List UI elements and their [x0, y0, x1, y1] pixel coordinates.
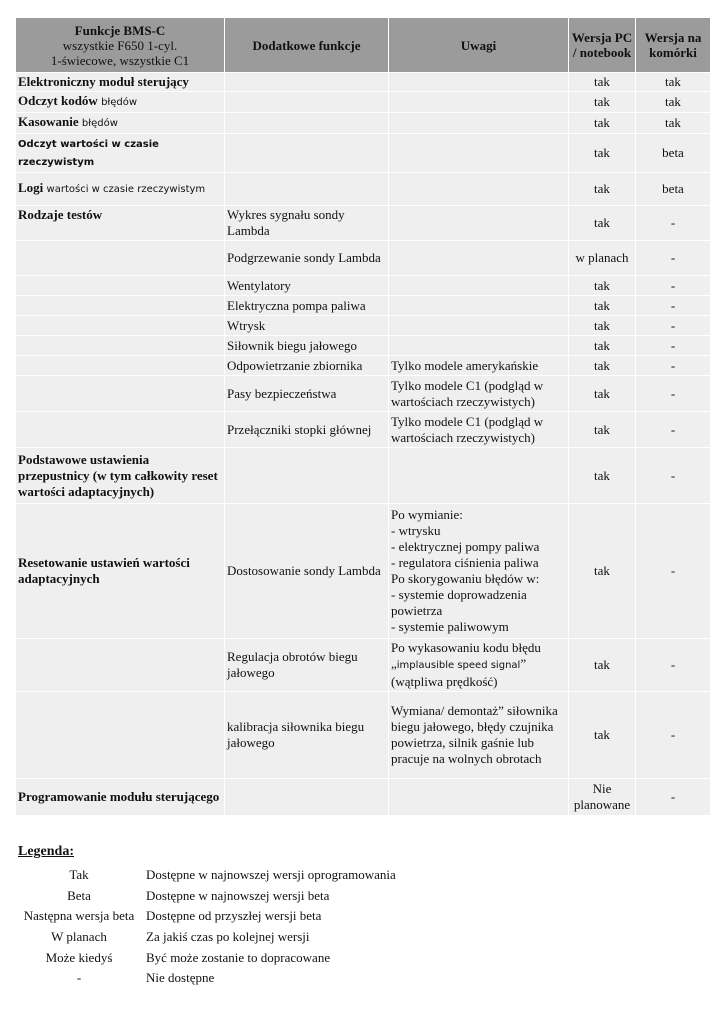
notes-cell: Tylko modele C1 (podgląd w wartościach rzeczywistych)	[389, 376, 568, 411]
legend-row	[14, 865, 396, 886]
function-cell: Elektroniczny moduł sterujący	[16, 73, 224, 91]
notes-cell	[389, 336, 568, 355]
legend-row	[14, 906, 396, 927]
notes-cell	[389, 241, 568, 275]
legend-row	[14, 886, 396, 907]
function-cell: Programowanie modułu sterującego	[16, 779, 224, 815]
pc-cell: tak	[569, 448, 635, 503]
legend-key: Beta	[67, 887, 91, 903]
table-row	[16, 639, 710, 691]
legend-key: W planach	[51, 929, 107, 945]
mobile-cell: -	[636, 504, 710, 638]
function-cell	[16, 113, 224, 133]
pc-cell: Nie planowane	[569, 779, 635, 815]
notes-cell	[389, 206, 568, 240]
notes-cell: Tylko modele C1 (podgląd w wartościach rzeczywistych)	[389, 412, 568, 447]
header-functions-sub1: wszystkie F650 1-cyl.	[62, 37, 178, 53]
header-functions	[16, 18, 224, 72]
function-cell: Podstawowe ustawienia przepustnicy (w tym całkowity reset wartości adaptacyjnych)	[16, 448, 224, 503]
extra-cell: kalibracja siłownika biegu jałowego	[225, 692, 388, 778]
mobile-cell: -	[636, 241, 710, 275]
pc-cell: tak	[569, 356, 635, 375]
mobile-cell: tak	[636, 73, 710, 91]
mobile-cell: -	[636, 356, 710, 375]
table-row	[16, 276, 710, 295]
extra-cell: Wentylatory	[225, 276, 388, 295]
legend-row	[14, 968, 396, 989]
notes-cell	[389, 779, 568, 815]
extra-cell: Pasy bezpieczeństwa	[225, 376, 388, 411]
bms-features-table	[15, 17, 711, 816]
pc-cell: tak	[569, 504, 635, 638]
function-cell	[16, 356, 224, 375]
function-cell: Resetowanie ustawień wartości adaptacyjnych	[16, 504, 224, 638]
notes-cell	[389, 316, 568, 335]
legend-key: -	[76, 970, 82, 986]
legend-table	[14, 865, 396, 989]
table-row	[16, 113, 710, 133]
legend-row	[14, 947, 396, 968]
mobile-cell: tak	[636, 92, 710, 112]
table-row	[16, 336, 710, 355]
extra-cell: Dostosowanie sondy Lambda	[225, 504, 388, 638]
function-text-alt: błędów	[101, 97, 138, 108]
extra-cell: Wtrysk	[225, 316, 388, 335]
pc-cell: tak	[569, 316, 635, 335]
header-notes: Uwagi	[389, 18, 568, 72]
mobile-cell: -	[636, 206, 710, 240]
pc-cell: tak	[569, 206, 635, 240]
function-text: Logi	[18, 180, 47, 195]
table-row	[16, 504, 710, 638]
table-row	[16, 173, 710, 205]
table-row	[16, 92, 710, 112]
mobile-cell: -	[636, 336, 710, 355]
pc-cell: tak	[569, 134, 635, 172]
function-cell	[16, 692, 224, 778]
pc-cell: tak	[569, 412, 635, 447]
mobile-cell: beta	[636, 173, 710, 205]
mobile-cell: -	[636, 692, 710, 778]
pc-cell: tak	[569, 73, 635, 91]
header-functions-title: Funkcje BMS-C	[74, 22, 166, 38]
table-row	[16, 241, 710, 275]
extra-cell: Przełączniki stopki głównej	[225, 412, 388, 447]
pc-cell: tak	[569, 376, 635, 411]
legend-desc: Za jakiś czas po kolejnej wersji	[146, 929, 310, 945]
extra-cell	[225, 73, 388, 91]
extra-cell	[225, 113, 388, 133]
notes-cell: Po wymianie: - wtrysku - elektrycznej pompy paliwa - regulatora ciśnienia paliwa Po skorygowaniu błędów w: - systemie doprowadzenia powietrza - systemie paliwowym	[389, 504, 568, 638]
function-cell	[16, 336, 224, 355]
pc-cell: tak	[569, 692, 635, 778]
function-cell	[16, 639, 224, 691]
pc-cell: w planach	[569, 241, 635, 275]
table-row	[16, 448, 710, 503]
function-cell	[16, 276, 224, 295]
function-text: Odczyt wartości w czasie rzeczywistym	[18, 139, 159, 168]
mobile-cell: tak	[636, 113, 710, 133]
pc-cell: tak	[569, 276, 635, 295]
legend-desc: Dostępne w najnowszej wersji oprogramowania	[146, 867, 396, 883]
legend-title: Legenda:	[18, 844, 74, 859]
header-mobile-version: Wersja na komórki	[636, 18, 710, 72]
notes-cell	[389, 639, 568, 691]
mobile-cell: -	[636, 316, 710, 335]
notes-text-alt: implausible speed signal	[396, 660, 521, 671]
legend-desc: Być może zostanie to dopracowane	[146, 949, 331, 965]
function-cell: Rodzaje testów	[16, 206, 224, 240]
extra-cell: Siłownik biegu jałowego	[225, 336, 388, 355]
legend-row	[14, 927, 396, 948]
extra-cell	[225, 173, 388, 205]
notes-cell	[389, 448, 568, 503]
header-additional-functions: Dodatkowe funkcje	[225, 18, 388, 72]
header-functions-sub2: 1-świecowe, wszystkie C1	[50, 52, 190, 68]
notes-cell	[389, 92, 568, 112]
extra-cell: Podgrzewanie sondy Lambda	[225, 241, 388, 275]
extra-cell	[225, 92, 388, 112]
extra-cell: Wykres sygnału sondy Lambda	[225, 206, 388, 240]
pc-cell: tak	[569, 296, 635, 315]
pc-cell: tak	[569, 92, 635, 112]
function-cell	[16, 296, 224, 315]
notes-cell	[389, 296, 568, 315]
function-text: Kasowanie	[18, 114, 82, 129]
mobile-cell: -	[636, 448, 710, 503]
extra-cell: Regulacja obrotów biegu jałowego	[225, 639, 388, 691]
notes-cell	[389, 276, 568, 295]
legend-desc: Dostępne w najnowszej wersji beta	[146, 887, 330, 903]
function-cell	[16, 376, 224, 411]
legend-desc: Dostępne od przyszłej wersji beta	[146, 908, 322, 924]
notes-cell: Wymiana/ demontaż” siłownika biegu jałowego, błędy czujnika powietrza, silnik gaśnie lub pracuje na wolnych obrotach	[389, 692, 568, 778]
function-cell	[16, 412, 224, 447]
extra-cell: Elektryczna pompa paliwa	[225, 296, 388, 315]
function-cell	[16, 92, 224, 112]
pc-cell: tak	[569, 113, 635, 133]
table-row	[16, 692, 710, 778]
mobile-cell: -	[636, 779, 710, 815]
mobile-cell: -	[636, 639, 710, 691]
table-row	[16, 316, 710, 335]
mobile-cell: -	[636, 296, 710, 315]
table-row	[16, 296, 710, 315]
notes-text: Po wykasowaniu kodu błędu „	[391, 640, 541, 671]
extra-cell	[225, 448, 388, 503]
function-text: Odczyt kodów	[18, 93, 102, 108]
extra-cell	[225, 779, 388, 815]
function-cell	[16, 241, 224, 275]
notes-text: ” (wątpliwa prędkość)	[391, 656, 527, 689]
notes-cell	[389, 173, 568, 205]
table-row	[16, 779, 710, 815]
pc-cell: tak	[569, 173, 635, 205]
legend-key: Następna wersja beta	[23, 908, 135, 924]
pc-cell: tak	[569, 336, 635, 355]
table-row	[16, 73, 710, 91]
extra-cell	[225, 134, 388, 172]
mobile-cell: beta	[636, 134, 710, 172]
pc-cell: tak	[569, 639, 635, 691]
notes-cell: Tylko modele amerykańskie	[389, 356, 568, 375]
table-row	[16, 134, 710, 172]
function-cell	[16, 316, 224, 335]
notes-cell	[389, 134, 568, 172]
mobile-cell: -	[636, 276, 710, 295]
function-cell	[16, 173, 224, 205]
function-text-alt: wartości w czasie rzeczywistym	[46, 184, 206, 195]
legend-key: Tak	[69, 867, 89, 883]
table-row	[16, 376, 710, 411]
table-row	[16, 356, 710, 375]
extra-cell: Odpowietrzanie zbiornika	[225, 356, 388, 375]
legend-key: Może kiedyś	[45, 949, 113, 965]
notes-cell	[389, 73, 568, 91]
table-header-row	[16, 18, 710, 72]
table-row	[16, 206, 710, 240]
header-pc-version: Wersja PC / notebook	[569, 18, 635, 72]
notes-cell	[389, 113, 568, 133]
legend-desc: Nie dostępne	[146, 970, 215, 986]
function-text-alt: błędów	[81, 118, 118, 129]
function-cell	[16, 134, 224, 172]
mobile-cell: -	[636, 412, 710, 447]
table-row	[16, 412, 710, 447]
mobile-cell: -	[636, 376, 710, 411]
